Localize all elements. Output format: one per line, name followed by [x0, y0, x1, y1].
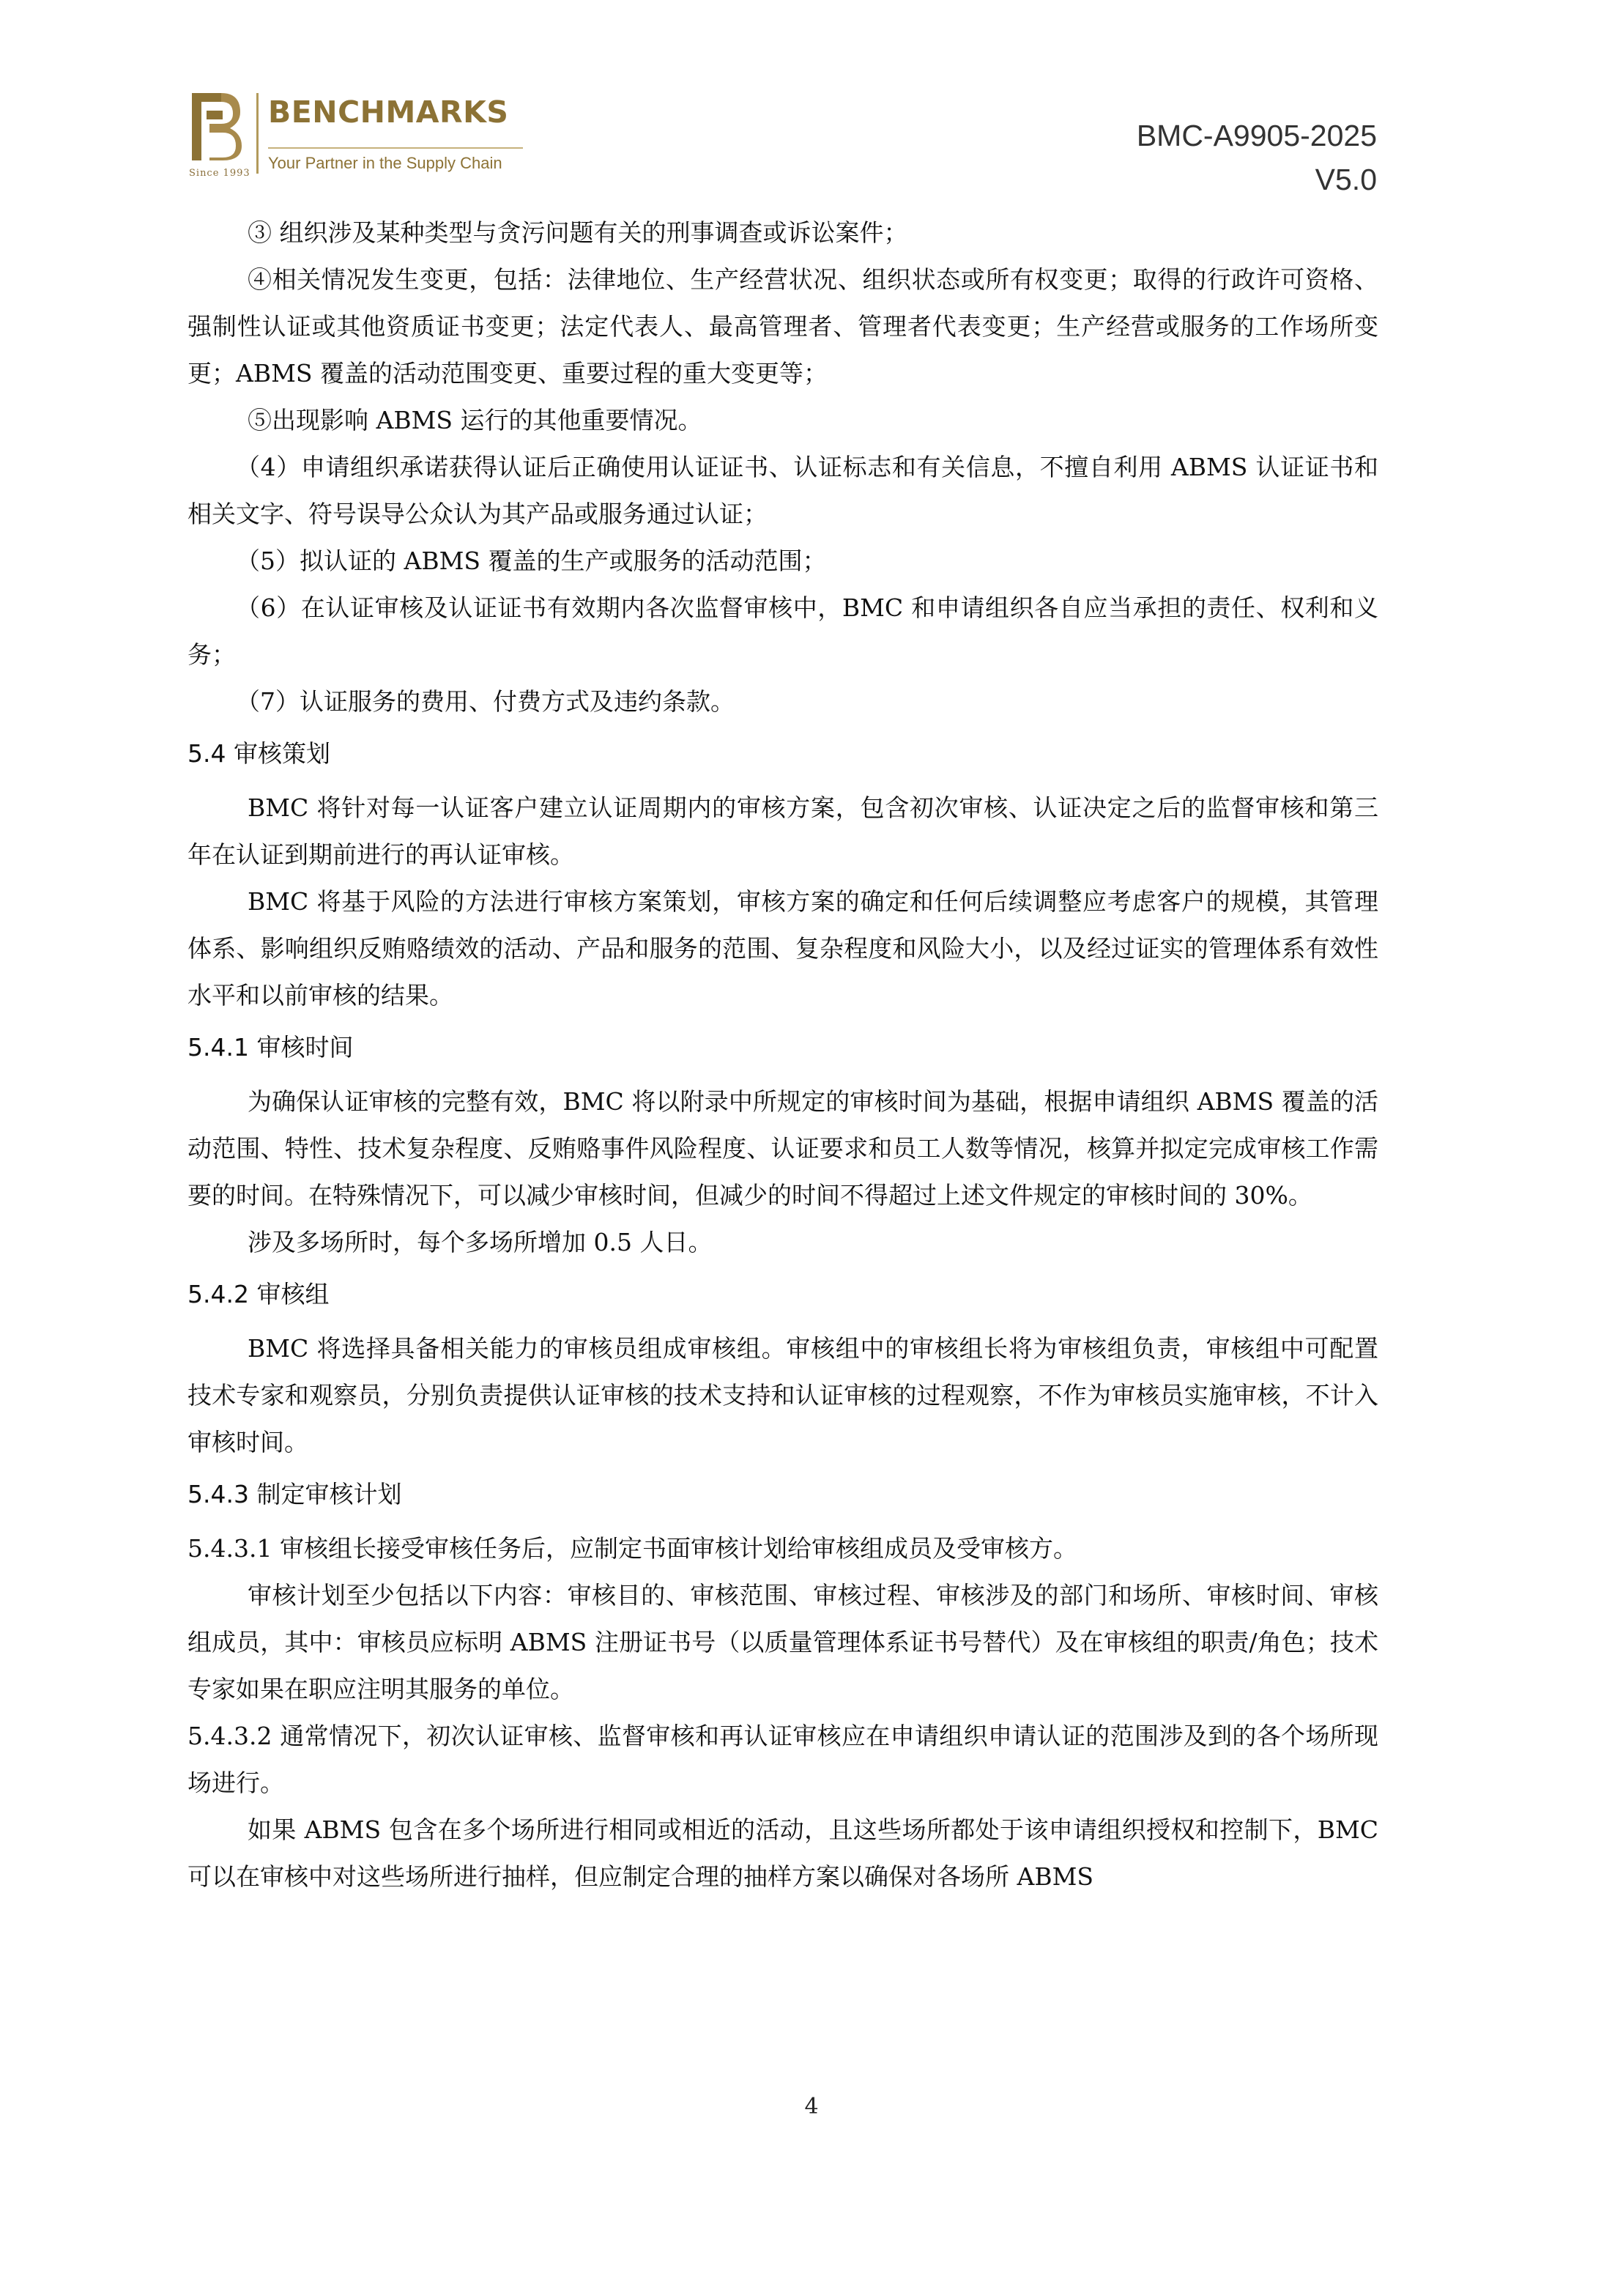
section-heading-5-4-2: 5.4.2 审核组: [187, 1280, 330, 1308]
section-5-4-paragraph-2: BMC 将基于风险的方法进行审核方案策划，审核方案的确定和任何后续调整应考虑客户的规模，其管理体系、影响组织反贿赂绩效的活动、产品和服务的范围、复杂程度和风险大小，以及经过证实的管理体系有效性水平和以前审核的结果。: [187, 887, 1378, 1010]
benchmarks-logo: [189, 92, 526, 179]
list-item-4: ④相关情况发生变更，包括：法律地位、生产经营状况、组织状态或所有权变更；取得的行政许可资格、强制性认证或其他资质证书变更；法定代表人、最高管理者、管理者代表变更；生产经营或服务的工作场所变更；ABMS 覆盖的活动范围变更、重要过程的重大变更等；: [187, 265, 1378, 388]
document-code: BMC-A9905-2025: [1136, 119, 1377, 152]
section-heading-5-4-1: 5.4.1 审核时间: [187, 1033, 354, 1062]
document-version: V5.0: [1315, 163, 1377, 196]
section-5-4-2-paragraph: BMC 将选择具备相关能力的审核员组成审核组。审核组中的审核组长将为审核组负责，审核组中可配置技术专家和观察员，分别负责提供认证审核的技术支持和认证审核的过程观察，不作为审核员实施审核，不计入审核时间。: [187, 1334, 1378, 1456]
paragraph-5: （5）拟认证的 ABMS 覆盖的生产或服务的活动范围；: [236, 547, 827, 575]
section-heading-5-4: 5.4 审核策划: [187, 739, 330, 768]
clause-5-4-3-1-detail: 审核计划至少包括以下内容：审核目的、审核范围、审核过程、审核涉及的部门和场所、审核时间、审核组成员，其中：审核员应标明 ABMS 注册证书号（以质量管理体系证书号替代）及在审核组的职责/角色；技术专家如果在职应注明其服务的单位。: [187, 1581, 1378, 1703]
list-item-3: ③ 组织涉及某种类型与贪污问题有关的刑事调查或诉讼案件；: [248, 218, 908, 247]
brand-underline: [268, 147, 523, 149]
section-5-4-paragraph-1: BMC 将针对每一认证客户建立认证周期内的审核方案，包含初次审核、认证决定之后的监督审核和第三年在认证到期前进行的再认证审核。: [187, 793, 1378, 869]
brand-tagline: Your Partner in the Supply Chain: [268, 154, 502, 172]
page-number: 4: [804, 2094, 819, 2119]
clause-5-4-3-2-detail: 如果 ABMS 包含在多个场所进行相同或相近的活动，且这些场所都处于该申请组织授权和控制下，BMC 可以在审核中对这些场所进行抽样，但应制定合理的抽样方案以确保对各场所 ABMS: [187, 1815, 1378, 1891]
benchmarks-b-logo-icon: [189, 92, 244, 165]
brand-name: BENCHMARKS: [268, 95, 509, 130]
clause-5-4-3-2: 5.4.3.2 通常情况下，初次认证审核、监督审核和再认证审核应在申请组织申请认证的范围涉及到的各个场所现场进行。: [187, 1722, 1378, 1797]
paragraph-7: （7）认证服务的费用、付费方式及违约条款。: [236, 687, 735, 716]
list-item-5: ⑤出现影响 ABMS 运行的其他重要情况。: [248, 406, 702, 434]
section-5-4-1-paragraph-1: 为确保认证审核的完整有效，BMC 将以附录中所规定的审核时间为基础，根据申请组织 ABMS 覆盖的活动范围、特性、技术复杂程度、反贿赂事件风险程度、认证要求和员工人数等情况，核算并拟定完成审核工作需要的时间。在特殊情况下，可以减少审核时间，但减少的时间不得超过上述文件规定的审核时间的 30%。: [187, 1087, 1378, 1210]
section-5-4-1-paragraph-2: 涉及多场所时，每个多场所增加 0.5 人日。: [248, 1228, 713, 1256]
since-year: Since 1993: [189, 168, 250, 179]
section-heading-5-4-3: 5.4.3 制定审核计划: [187, 1480, 402, 1508]
paragraph-4: （4）申请组织承诺获得认证后正确使用认证证书、认证标志和有关信息，不擅自利用 ABMS 认证证书和相关文字、符号误导公众认为其产品或服务通过认证；: [187, 453, 1378, 528]
paragraph-6: （6）在认证审核及认证证书有效期内各次监督审核中，BMC 和申请组织各自应当承担的责任、权利和义务；: [187, 593, 1378, 669]
logo-divider: [256, 93, 259, 174]
clause-5-4-3-1: 5.4.3.1 审核组长接受审核任务后，应制定书面审核计划给审核组成员及受审核方。: [187, 1534, 1077, 1563]
document-body: [187, 210, 1378, 1900]
